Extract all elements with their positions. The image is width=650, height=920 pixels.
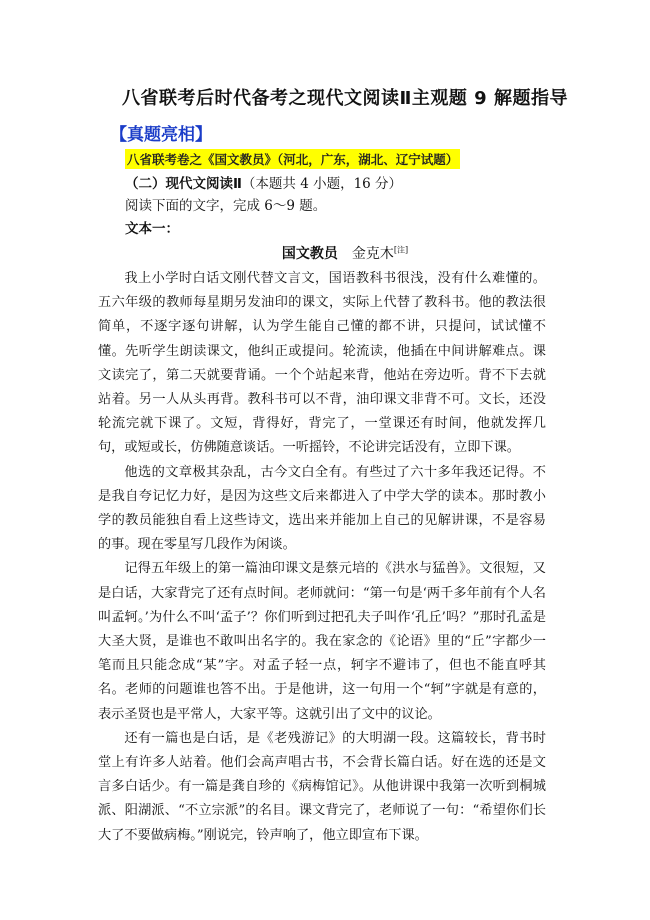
article-title: 国文教员 xyxy=(281,246,338,262)
footnote-mark: [注] xyxy=(393,245,409,255)
article-body xyxy=(98,267,546,848)
page-title: 八省联考后时代备考之现代文阅读Ⅱ主观题 9 解题指导 xyxy=(122,88,568,109)
instruction: 阅读下面的文字，完成 6～9 题。 xyxy=(125,198,327,214)
subheading-label: （二）现代文阅读Ⅱ xyxy=(125,176,242,192)
paragraph: 他选的文章极其杂乱，古今文白全有。有些过了六十多年我还记得。不是我自夸记忆力好，是因为这些文后来都进入了中学大学的读本。那时教小学的教员能独自看上这些诗文，选出来并能加上自己的见解讲课，不是容易的事。现在零星写几段作为闲谈。 xyxy=(98,464,546,553)
section-tag: 【真题亮相】 xyxy=(110,125,212,145)
exam-source-highlight: 八省联考卷之《国文教员》（河北，广东，湖北、辽宁试题） xyxy=(125,149,460,169)
subheading xyxy=(125,172,402,192)
paragraph: 还有一篇也是白话，是《老残游记》的大明湖一段。这篇较长，背书时堂上有许多人站着。他们会高声唱古书，不会背长篇白话。好在选的还是文言多白话少。有一篇是龚自珍的《病梅馆记》。从他讲课中我第一次听到桐城派、阳湖派、“不立宗派”的名目。课文背完了，老师说了一句：“希望你们长大了不要做病梅。”刚说完，铃声响了，他立即宣布下课。 xyxy=(98,730,546,843)
paragraph: 记得五年级上的第一篇油印课文是蔡元培的《洪水与猛兽》。文很短，又是白话，大家背完了还有点时间。老师就问：“第一句是‘两千多年前有个人名叫孟轲。’为什么不叫‘孟子’？你们听到过把孔夫子叫作‘孔丘’吗？”那时孔孟是大圣大贤，是谁也不敢叫出名字的。我在家念的《论语》里的“丘”字都少一笔而且只能念成“某”字。对孟子轻一点，轲字不避讳了，但也不能直呼其名。老师的问题谁也答不出。于是他讲，这一句用一个“轲”字就是有意的，表示圣贤也是平常人，大家平等。这就引出了文中的议论。 xyxy=(98,561,546,722)
text-label: 文本一： xyxy=(125,221,179,237)
article-author: 金克木 xyxy=(351,246,394,262)
subheading-note: （本题共 4 小题，16 分） xyxy=(241,176,403,192)
paragraph: 我上小学时白话文刚代替文言文，国语教科书很浅，没有什么难懂的。五六年级的教师每星期另发油印的课文，实际上代替了教科书。他的教法很简单，不逐字逐句讲解，认为学生能自己懂的都不讲，只提问，试试懂不懂。先听学生朗读课文，他纠正或提问。轮流读，他插在中间讲解难点。课文读完了，第二天就要背诵。一个个站起来背，他站在旁边听。背不下去就站着。另一人从头再背。教科书可以不背，油印课文非背不可。文长，还没轮流完就下课了。文短，背得好，背完了，一堂课还有时间，他就发挥几句，或短或长，仿佛随意谈话。一听摇铃，不论讲完话没有，立即下课。 xyxy=(98,271,546,456)
article-heading xyxy=(0,243,650,263)
